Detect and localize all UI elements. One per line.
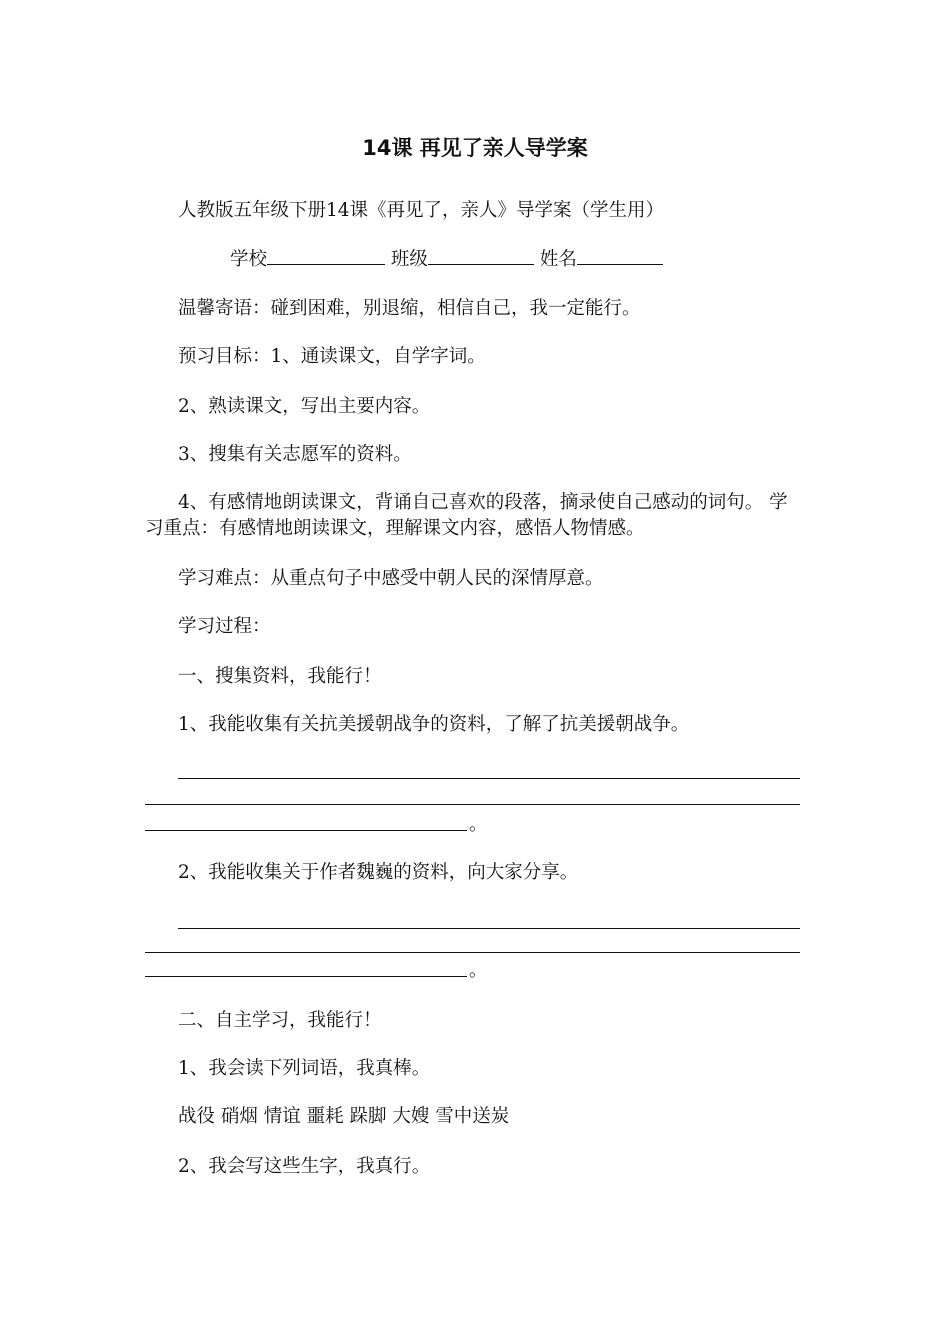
- answer-line[interactable]: [145, 804, 800, 805]
- goal-1: 预习目标：1、通读课文，自学字词。: [178, 346, 486, 367]
- page-title: 14课 再见了亲人导学案: [362, 136, 588, 160]
- goal-4-and-focus: 4、有感情地朗读课文，背诵自己喜欢的段落，摘录使自己感动的词句。 学习重点：有感情地朗读课文，理解课文内容，感悟人物情感。: [145, 492, 788, 539]
- section-1-heading: 一、搜集资料，我能行！: [178, 666, 382, 687]
- section-1-question-1: 1、我能收集有关抗美援朝战争的资料，了解了抗美援朝战争。: [178, 714, 690, 735]
- school-field[interactable]: [267, 246, 385, 265]
- name-field[interactable]: [577, 246, 663, 265]
- section-1-question-2: 2、我能收集关于作者魏巍的资料，向大家分享。: [178, 862, 579, 883]
- vocabulary-words: 战役 硝烟 情谊 噩耗 跺脚 大嫂 雪中送炭: [178, 1106, 510, 1127]
- answer-line[interactable]: [178, 778, 800, 779]
- answer-line[interactable]: [145, 830, 467, 831]
- class-field[interactable]: [428, 246, 534, 265]
- section-2-heading: 二、自主学习，我能行！: [178, 1010, 382, 1031]
- answer-line[interactable]: [178, 928, 800, 929]
- process-heading: 学习过程：: [178, 616, 271, 637]
- goal-2: 2、熟读课文，写出主要内容。: [178, 396, 431, 417]
- goal-3: 3、搜集有关志愿军的资料。: [178, 444, 412, 465]
- school-label: 学校: [230, 249, 268, 270]
- warm-words: 温馨寄语：碰到困难，别退缩，相信自己，我一定能行。: [178, 298, 641, 319]
- difficulty: 学习难点：从重点句子中感受中朝人民的深情厚意。: [178, 568, 604, 589]
- subtitle: 人教版五年级下册14课《再见了，亲人》导学案（学生用）: [178, 200, 665, 221]
- name-label: 姓名: [539, 249, 577, 270]
- section-2-question-1: 1、我会读下列词语，我真棒。: [178, 1058, 431, 1079]
- section-2-question-2: 2、我会写这些生字，我真行。: [178, 1156, 431, 1177]
- answer-line[interactable]: [145, 952, 800, 953]
- class-label: 班级: [390, 249, 428, 270]
- end-mark: 。: [469, 814, 487, 835]
- end-mark: 。: [469, 960, 487, 981]
- student-info-line: [230, 246, 663, 273]
- answer-line[interactable]: [145, 976, 467, 977]
